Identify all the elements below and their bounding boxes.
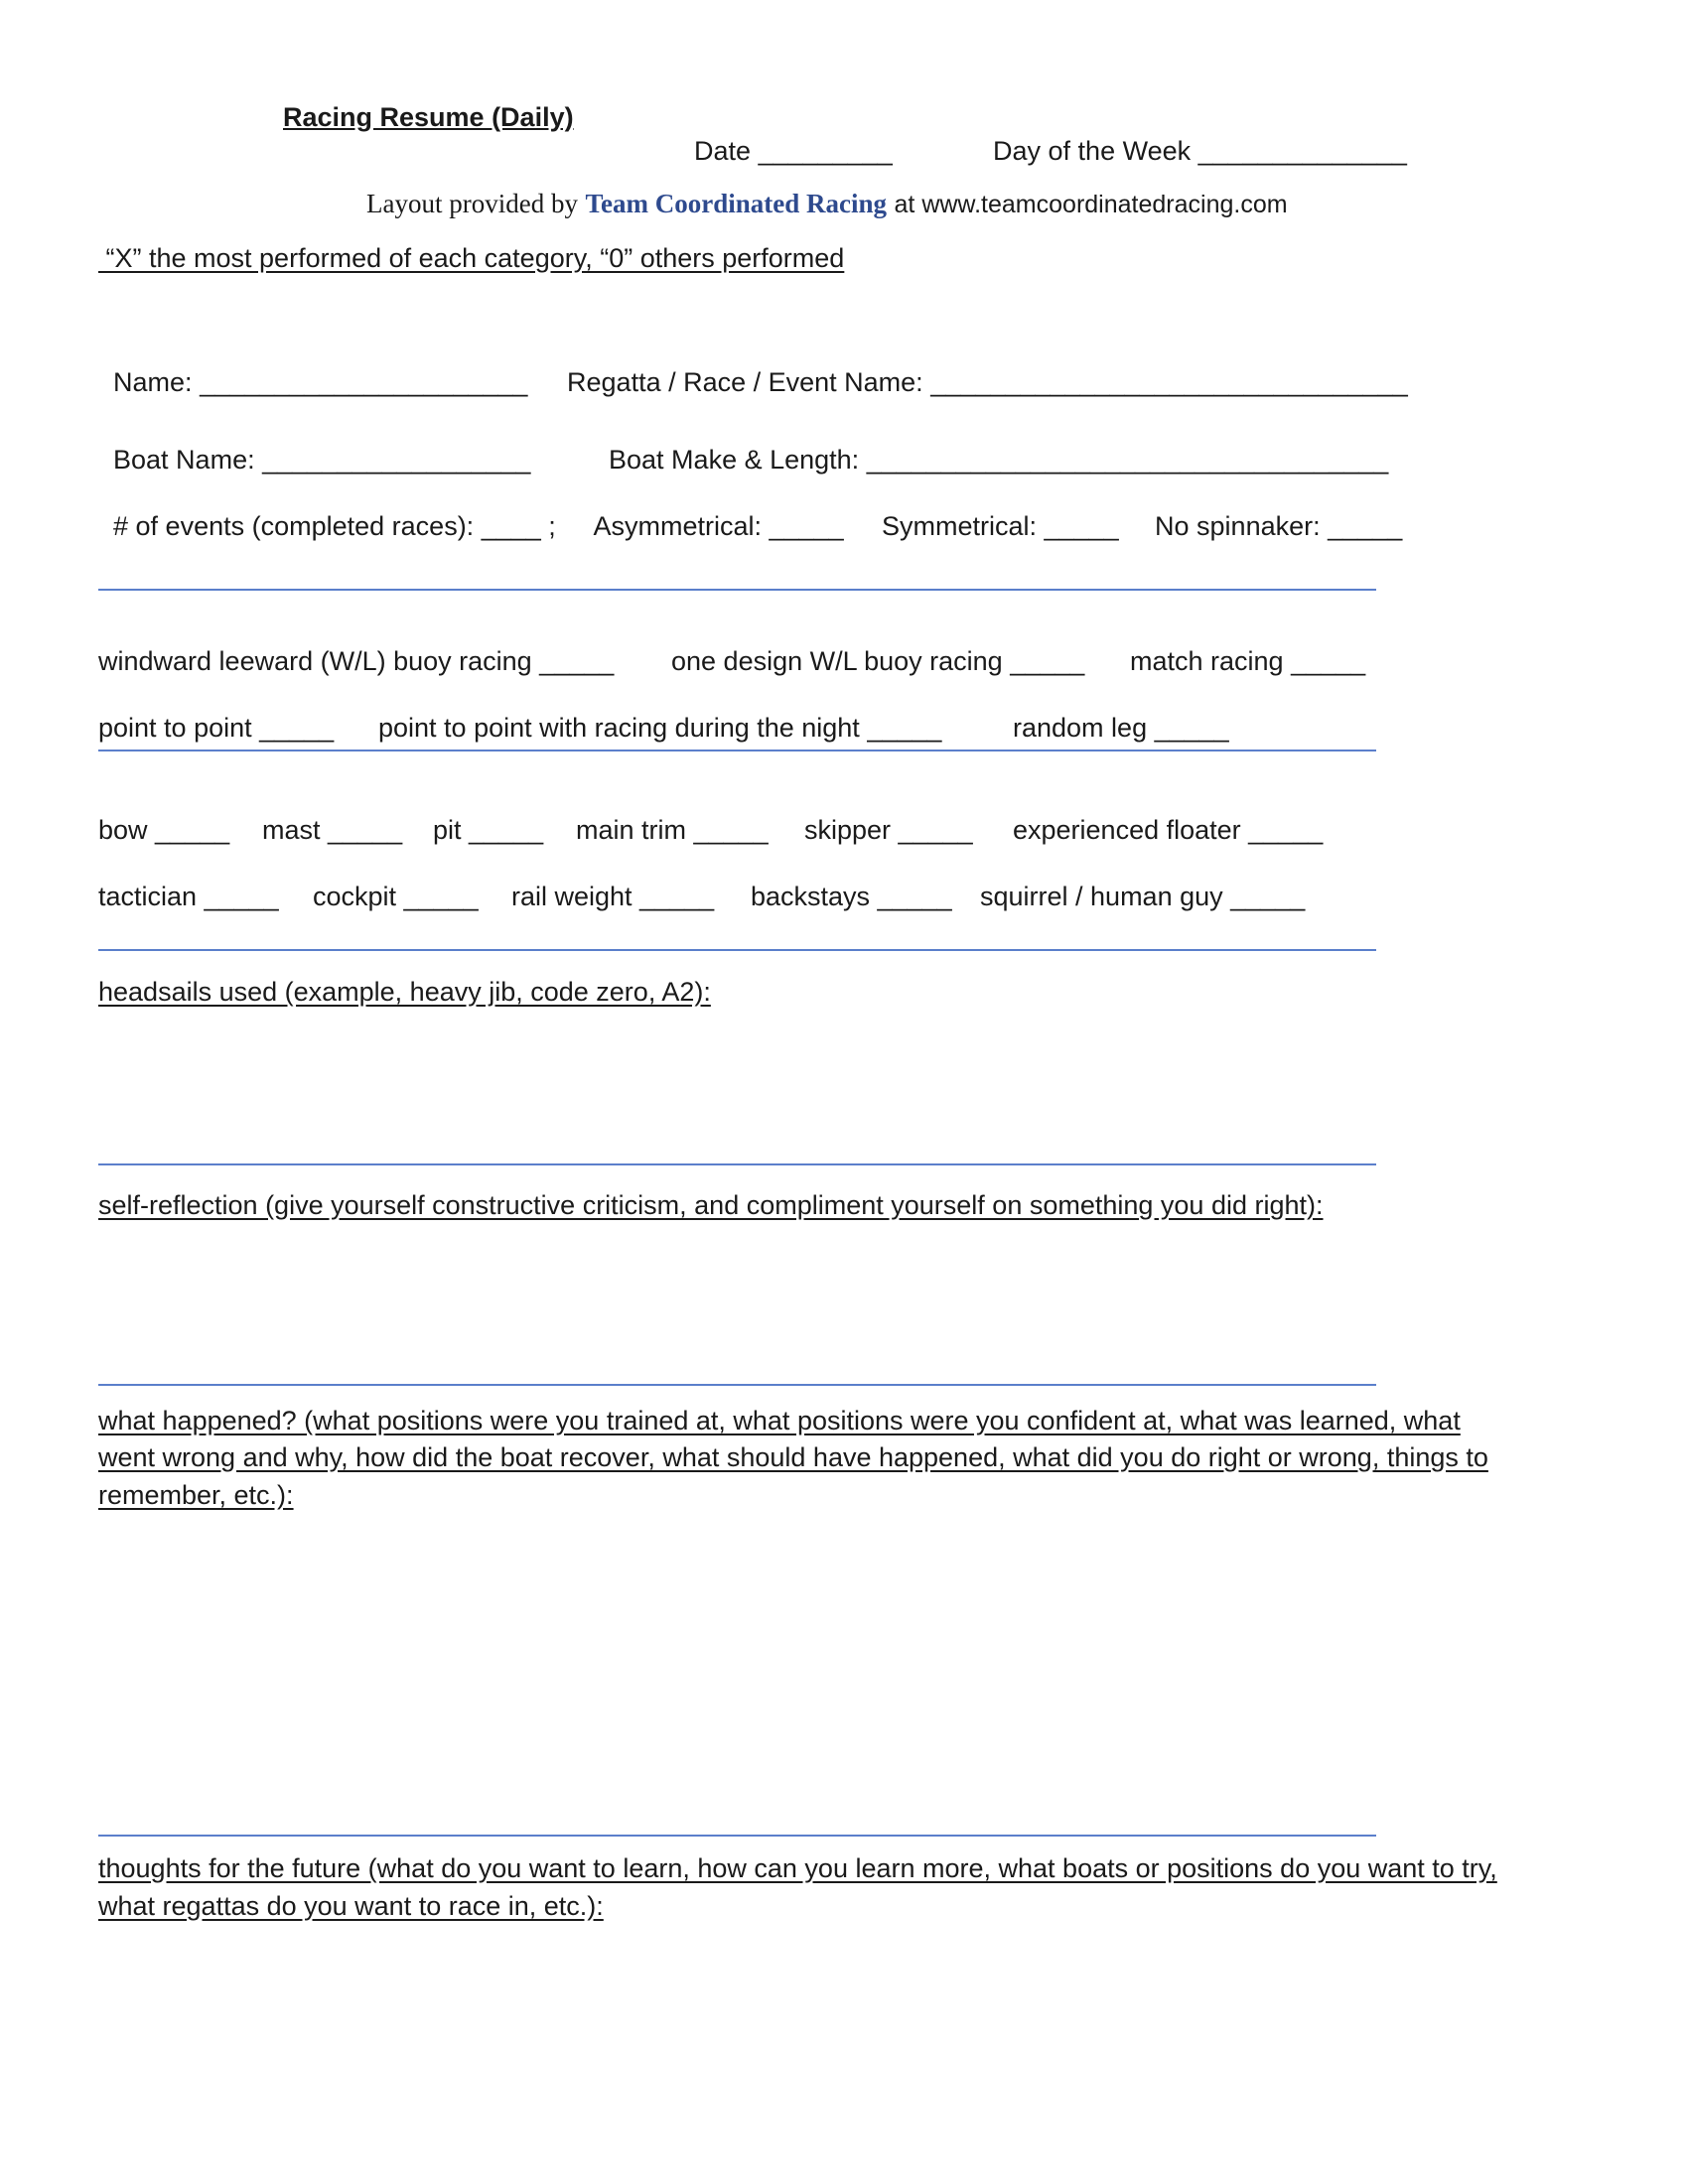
sym-label: Symmetrical: [882, 511, 1038, 541]
position-tactician[interactable]: tactician _____ [98, 882, 279, 911]
divider [98, 1835, 1376, 1837]
divider [98, 750, 1376, 751]
divider [98, 1384, 1376, 1386]
race-type-od-wl[interactable]: one design W/L buoy racing _____ [671, 646, 1085, 676]
make-blank[interactable]: ___________________________________ [866, 445, 1389, 475]
divider [98, 949, 1376, 951]
boat-label: Boat Name: [113, 445, 255, 475]
race-type-wl[interactable]: windward leeward (W/L) buoy racing _____ [98, 646, 615, 676]
race-type-random-leg[interactable]: random leg _____ [1013, 713, 1229, 743]
event-label: Regatta / Race / Event Name: [567, 367, 923, 397]
divider [98, 1163, 1376, 1165]
asym-blank[interactable]: _____ [769, 511, 844, 541]
instructions: “X” the most performed of each category, “0” others performed [98, 243, 845, 273]
self-reflection-answer-area[interactable] [98, 1229, 1376, 1378]
asym-label: Asymmetrical: [593, 511, 763, 541]
what-happened-heading-line1: what happened? (what positions were you trained at, what positions were you confident at, what was learned, what [98, 1406, 1461, 1435]
position-cockpit[interactable]: cockpit _____ [313, 882, 479, 911]
make-label: Boat Make & Length: [609, 445, 860, 475]
future-answer-area[interactable] [98, 1931, 1376, 2129]
day-blank[interactable]: ______________ [1197, 136, 1407, 166]
events-count-field[interactable] [98, 476, 556, 543]
date-label: Date [694, 136, 752, 166]
day-label: Day of the Week [993, 136, 1192, 166]
asymmetrical-field[interactable] [580, 476, 844, 543]
credit-prefix: Layout provided by [366, 189, 578, 218]
sym-blank[interactable]: _____ [1044, 511, 1119, 541]
self-reflection-heading: self-reflection (give yourself constructive criticism, and compliment yourself on something you did right): [98, 1190, 1324, 1220]
position-main-trim[interactable]: main trim _____ [576, 815, 769, 845]
event-name-field[interactable] [552, 332, 1408, 399]
position-mast[interactable]: mast _____ [262, 815, 403, 845]
race-type-p2p-night[interactable]: point to point with racing during the night _____ [378, 713, 942, 743]
position-pit[interactable]: pit _____ [433, 815, 544, 845]
race-type-match[interactable]: match racing _____ [1130, 646, 1366, 676]
position-bow[interactable]: bow _____ [98, 815, 230, 845]
form-title: Racing Resume (Daily) [283, 102, 574, 132]
credit-line [352, 153, 1288, 221]
no-spinnaker-field[interactable] [1140, 476, 1402, 543]
boat-blank[interactable]: __________________ [262, 445, 531, 475]
headsails-heading: headsails used (example, heavy jib, code zero, A2): [98, 977, 711, 1007]
position-skipper[interactable]: skipper _____ [804, 815, 973, 845]
headsails-answer-area[interactable] [98, 1015, 1376, 1154]
event-blank[interactable]: ________________________________ [930, 367, 1408, 397]
position-backstays[interactable]: backstays _____ [751, 882, 952, 911]
nospin-label: No spinnaker: [1155, 511, 1321, 541]
position-floater[interactable]: experienced floater _____ [1013, 815, 1324, 845]
events-blank[interactable]: ____ ; [481, 511, 556, 541]
name-label: Name: [113, 367, 193, 397]
future-heading-line2: what regattas do you want to race in, etc.): [98, 1891, 604, 1921]
what-happened-heading-line3: remember, etc.): [98, 1480, 294, 1510]
boat-make-field[interactable] [594, 409, 1388, 477]
what-happened-heading-line2: went wrong and why, how did the boat recover, what should have happened, what did you do right or wrong, things to [98, 1442, 1488, 1472]
divider [98, 589, 1376, 591]
date-blank[interactable]: _________ [758, 136, 893, 166]
boat-name-field[interactable] [98, 409, 530, 477]
what-happened-answer-area[interactable] [98, 1519, 1376, 1827]
position-squirrel[interactable]: squirrel / human guy _____ [980, 882, 1306, 911]
race-type-p2p[interactable]: point to point _____ [98, 713, 335, 743]
future-heading-line1: thoughts for the future (what do you want to learn, how can you learn more, what boats or positions do you want to try, [98, 1853, 1497, 1883]
symmetrical-field[interactable] [867, 476, 1119, 543]
brand-name: Team Coordinated Racing [585, 189, 888, 218]
position-rail-weight[interactable]: rail weight _____ [511, 882, 715, 911]
events-label: # of events (completed races): [113, 511, 475, 541]
name-blank[interactable]: ______________________ [200, 367, 528, 397]
name-field[interactable] [98, 332, 527, 399]
credit-suffix: at www.teamcoordinatedracing.com [894, 191, 1288, 218]
nospin-blank[interactable]: _____ [1328, 511, 1403, 541]
